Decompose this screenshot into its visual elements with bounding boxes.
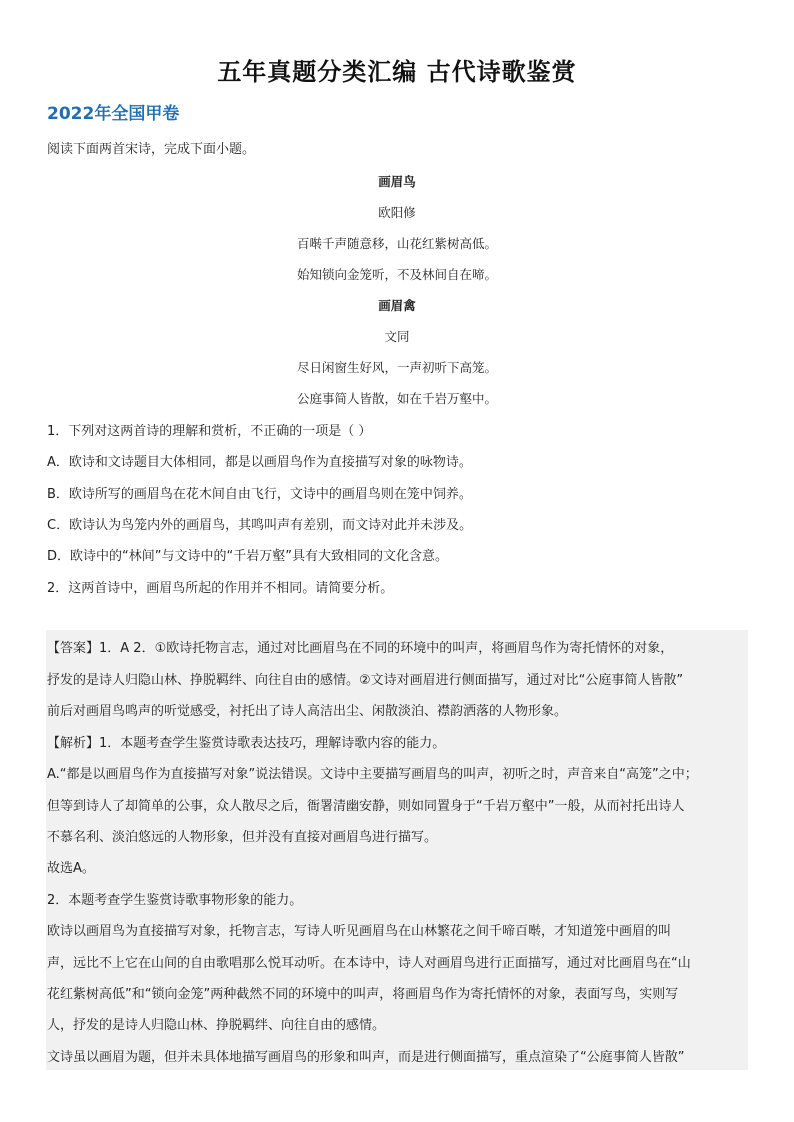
- option-d: D．欧诗中的“林间”与文诗中的“千岩万壑”具有大致相同的文化含意。: [47, 549, 448, 564]
- option-c: C．欧诗认为鸟笼内外的画眉鸟，其鸣叫声有差别，而文诗对此并未涉及。: [47, 518, 473, 533]
- option-a: A．欧诗和文诗题目大体相同，都是以画眉鸟作为直接描写对象的咏物诗。: [47, 455, 472, 470]
- analysis-line: 【解析】1．本题考查学生鉴赏诗歌表达技巧，理解诗歌内容的能力。: [47, 736, 446, 751]
- poem-title: 画眉鸟: [378, 174, 416, 189]
- intro-text: 阅读下面两首宋诗，完成下面小题。: [47, 142, 256, 157]
- section-heading: 2022年全国甲卷: [47, 104, 180, 124]
- analysis-line: 但等到诗人了却简单的公事，众人散尽之后，衙署清幽安静，则如同置身于“千岩万壑中”一般，从而衬托出诗人: [47, 799, 685, 814]
- poem-author: 文同: [384, 329, 410, 344]
- answer-line: 【答案】1．A 2．①欧诗托物言志，通过对比画眉鸟在不同的环境中的叫声，将画眉鸟作为寄托情怀的对象，: [47, 641, 674, 656]
- question-2: 2．这两首诗中，画眉鸟所起的作用并不相同。请简要分析。: [47, 581, 394, 596]
- analysis-line: 人，抒发的是诗人归隐山林、挣脱羁绊、向往自由的感情。: [47, 1018, 386, 1033]
- analysis-line: 2．本题考查学生鉴赏诗歌事物形象的能力。: [47, 893, 303, 908]
- analysis-line: 欧诗以画眉鸟为直接描写对象，托物言志，写诗人听见画眉鸟在山林繁花之间千啼百啭，才知道笼中画眉的叫: [47, 924, 672, 939]
- analysis-line: 文诗虽以画眉为题，但并未具体地描写画眉鸟的形象和叫声，而是进行侧面描写，重点渲染了“公庭事简人皆散”: [47, 1050, 685, 1065]
- poem-line: 公庭事简人皆散，如在千岩万壑中。: [296, 391, 497, 406]
- analysis-line: 故选A。: [47, 861, 95, 876]
- answer-panel: [46, 630, 748, 1070]
- poem-author: 欧阳修: [378, 205, 416, 220]
- question-1: 1．下列对这两首诗的理解和赏析，不正确的一项是（ ）: [47, 424, 372, 439]
- poem-line: 百啭千声随意移，山花红紫树高低。: [296, 236, 497, 251]
- page-title: 五年真题分类汇编 古代诗歌鉴赏: [217, 57, 577, 86]
- analysis-line: 不慕名利、淡泊悠远的人物形象，但并没有直接对画眉鸟进行描写。: [47, 830, 438, 845]
- poem-title: 画眉禽: [378, 298, 416, 313]
- poem-line: 始知锁向金笼听，不及林间自在啼。: [296, 267, 497, 282]
- analysis-line: 声，远比不上它在山间的自由歌唱那么悦耳动听。在本诗中，诗人对画眉鸟进行正面描写，通过对比画眉鸟在“山: [47, 956, 691, 971]
- analysis-line: A.“都是以画眉鸟作为直接描写对象”说法错误。文诗中主要描写画眉鸟的叫声，初听之时，声音来自“高笼”之中；: [47, 767, 698, 782]
- analysis-line: 花红紫树高低”和“锁向金笼”两种截然不同的环境中的叫声，将画眉鸟作为寄托情怀的对象，表面写鸟，实则写: [47, 987, 679, 1002]
- answer-line: 抒发的是诗人归隐山林、挣脱羁绊、向往自由的感情。②文诗对画眉进行侧面描写，通过对比“公庭事简人皆散”: [47, 673, 684, 688]
- poem-line: 尽日闲窗生好风，一声初听下高笼。: [296, 360, 497, 375]
- answer-line: 前后对画眉鸟鸣声的听觉感受，衬托出了诗人高洁出尘、闲散淡泊、襟韵洒落的人物形象。: [47, 704, 568, 719]
- option-b: B．欧诗所写的画眉鸟在花木间自由飞行，文诗中的画眉鸟则在笼中饲养。: [47, 487, 472, 502]
